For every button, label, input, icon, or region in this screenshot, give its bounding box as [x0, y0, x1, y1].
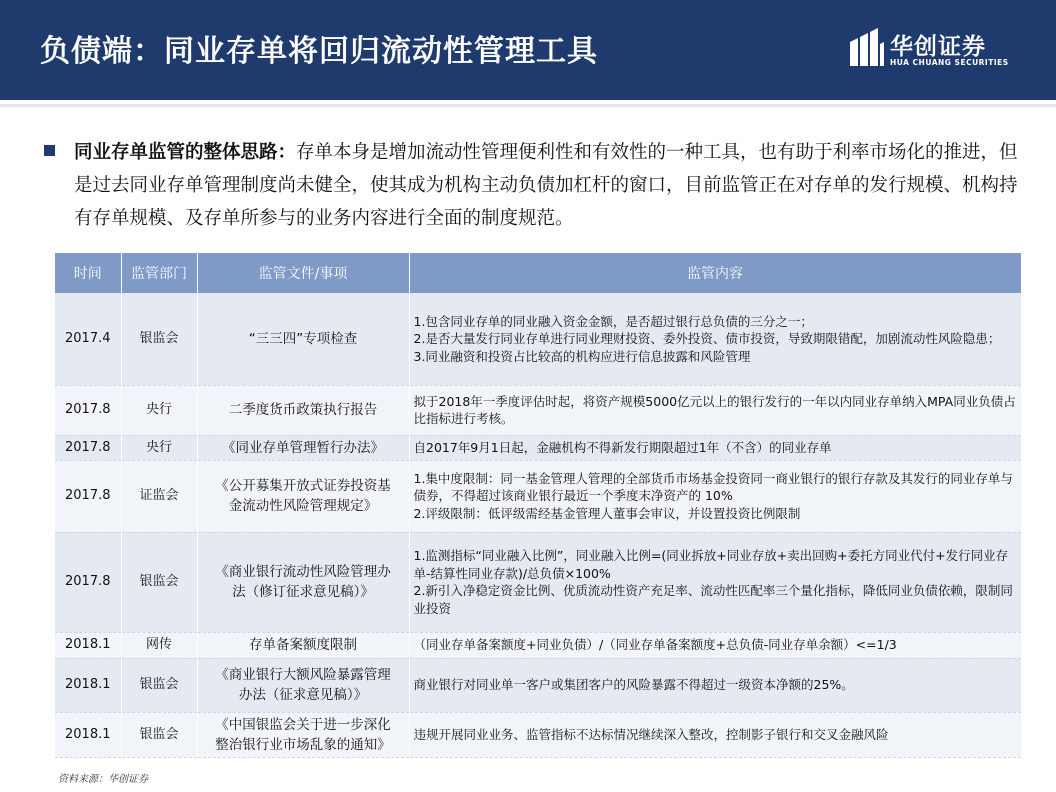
content-line: 2.评级限制：低评级需经基金管理人董事会审议，并设置投资比例限制: [413, 505, 801, 521]
table-row: [55, 293, 1021, 385]
cell-time: 2017.4: [55, 293, 121, 385]
table-row: [55, 632, 1021, 658]
content-line: 拟于2018年一季度评估时起，将资产规模5000亿元以上的银行发行的一年以内同业存单纳入MPA同业负债占比指标进行考核。: [413, 393, 1016, 426]
cell-time: 2018.1: [55, 658, 121, 712]
cell-dept: 银监会: [121, 293, 197, 385]
content-line: 1.集中度限制：同一基金管理人管理的全部货币市场基金投资同一商业银行的银行存款及其发行的同业存单与债券，不得超过该商业银行最近一个季度末净资产的 10%: [413, 470, 1013, 504]
slide-title: 负债端：同业存单将回归流动性管理工具: [40, 34, 598, 69]
doc-line: 办法（征求意见稿）》: [238, 687, 368, 703]
content-line: （同业存单备案额度+同业负债）/（同业存单备案额度+总负债-同业存单余额）<=1/3: [413, 637, 897, 653]
intro-body: 存单本身是增加流动性管理便利性和有效性的一种工具，也有助于利率市场化的推进，但是过去同业存单管理制度尚未健全，使其成为机构主动负债加杠杆的窗口，目前监管正在对存单的发行规模、机构持有存单规模、及存单所参与的业务内容进行全面的制度规范。: [74, 142, 1018, 229]
table-row: [55, 385, 1021, 435]
cell-doc: [197, 435, 409, 460]
cell-doc: [197, 293, 409, 385]
content-line: 3.同业融资和投资占比较高的机构应进行信息披露和风险管理: [413, 348, 751, 364]
logo-english-name: HUA CHUANG SECURITIES: [890, 58, 1009, 67]
table-row: [55, 658, 1021, 712]
cell-time: 2018.1: [55, 712, 121, 757]
doc-line: 二季度货币政策执行报告: [228, 402, 378, 418]
content-line: 1.监测指标“同业融入比例”，同业融入比例=(同业拆放+同业存放+卖出回购+委托方同业代付+发行同业存单-结算性同业存款)/总负债×100%: [413, 548, 1009, 581]
doc-line: “三三四”专项检查: [248, 330, 358, 347]
doc-line: 《商业银行大额风险暴露管理: [215, 667, 391, 683]
cell-dept: 证监会: [121, 460, 197, 532]
cell-doc: [197, 658, 409, 712]
table-row: [55, 435, 1021, 460]
header-time: 时间: [55, 253, 121, 293]
doc-line: 《公开募集开放式证券投资基: [215, 478, 391, 494]
content-line: 商业银行对同业单一客户或集团客户的风险暴露不得超过一级资本净额的25%。: [413, 677, 854, 693]
cell-content: [409, 293, 1021, 385]
cell-doc: [197, 632, 409, 658]
content-line: 违规开展同业业务、监管指标不达标情况继续深入整改，控制影子银行和交叉金融风险: [413, 726, 889, 742]
content-line: 2.新引入净稳定资金比例、优质流动性资产充足率、流动性匹配率三个量化指标，降低同业负债依赖，限制同业投资: [413, 583, 1013, 616]
cell-dept: 网传: [121, 632, 197, 658]
cell-content: [409, 632, 1021, 658]
cell-doc: [197, 385, 409, 435]
logo-chinese-name: 华创证券: [890, 34, 986, 60]
table-header-row: [55, 253, 1021, 293]
doc-line: 《商业银行流动性风险管理办: [215, 564, 391, 580]
doc-line: 《同业存单管理暂行办法》: [222, 439, 384, 456]
logo-mark-icon: [846, 28, 886, 68]
header-divider: [0, 104, 1056, 107]
doc-line: 整治银行业市场乱象的通知》: [215, 736, 391, 753]
cell-time: 2017.8: [55, 460, 121, 532]
cell-content: [409, 658, 1021, 712]
cell-time: 2017.8: [55, 385, 121, 435]
cell-time: 2017.8: [55, 532, 121, 632]
doc-line: 法（修订征求意见稿）》: [232, 584, 374, 600]
doc-line: 金流动性风险管理规定》: [228, 498, 378, 514]
header-dept: 监管部门: [121, 253, 197, 293]
square-bullet-icon: [44, 145, 55, 156]
cell-dept: 银监会: [121, 712, 197, 757]
content-line: 2.是否大量发行同业存单进行同业理财投资、委外投资、债市投资，导致期限错配，加剧流动性风险隐患；: [413, 331, 1001, 346]
cell-content: [409, 435, 1021, 460]
cell-doc: [197, 712, 409, 757]
regulation-table: [55, 253, 1022, 758]
cell-content: [409, 712, 1021, 757]
table-row: [55, 460, 1021, 532]
source-note: 资料来源：华创证券: [58, 774, 148, 785]
cell-content: [409, 460, 1021, 532]
cell-dept: 银监会: [121, 532, 197, 632]
cell-time: 2018.1: [55, 632, 121, 658]
cell-content: [409, 532, 1021, 632]
cell-doc: [197, 532, 409, 632]
intro-paragraph: [44, 136, 1024, 235]
doc-line: 存单备案额度限制: [249, 637, 357, 653]
cell-dept: 银监会: [121, 658, 197, 712]
cell-time: 2017.8: [55, 435, 121, 460]
company-logo: [846, 28, 1016, 72]
cell-doc: [197, 460, 409, 532]
content-line: 1.包含同业存单的同业融入资金金额，是否超过银行总负债的三分之一；: [413, 313, 813, 329]
slide-header: [0, 0, 1056, 100]
intro-text-block: [74, 136, 1024, 235]
doc-line: 《中国银监会关于进一步深化: [215, 716, 391, 733]
cell-content: [409, 385, 1021, 435]
cell-dept: 央行: [121, 435, 197, 460]
cell-dept: 央行: [121, 385, 197, 435]
intro-bold-label: 同业存单监管的整体思路：: [74, 142, 297, 163]
table-row: [55, 712, 1021, 757]
content-line: 自2017年9月1日起，金融机构不得新发行期限超过1年（不含）的同业存单: [413, 439, 832, 455]
table-row: [55, 532, 1021, 632]
header-content: 监管内容: [409, 253, 1021, 293]
header-doc: 监管文件/事项: [197, 253, 409, 293]
